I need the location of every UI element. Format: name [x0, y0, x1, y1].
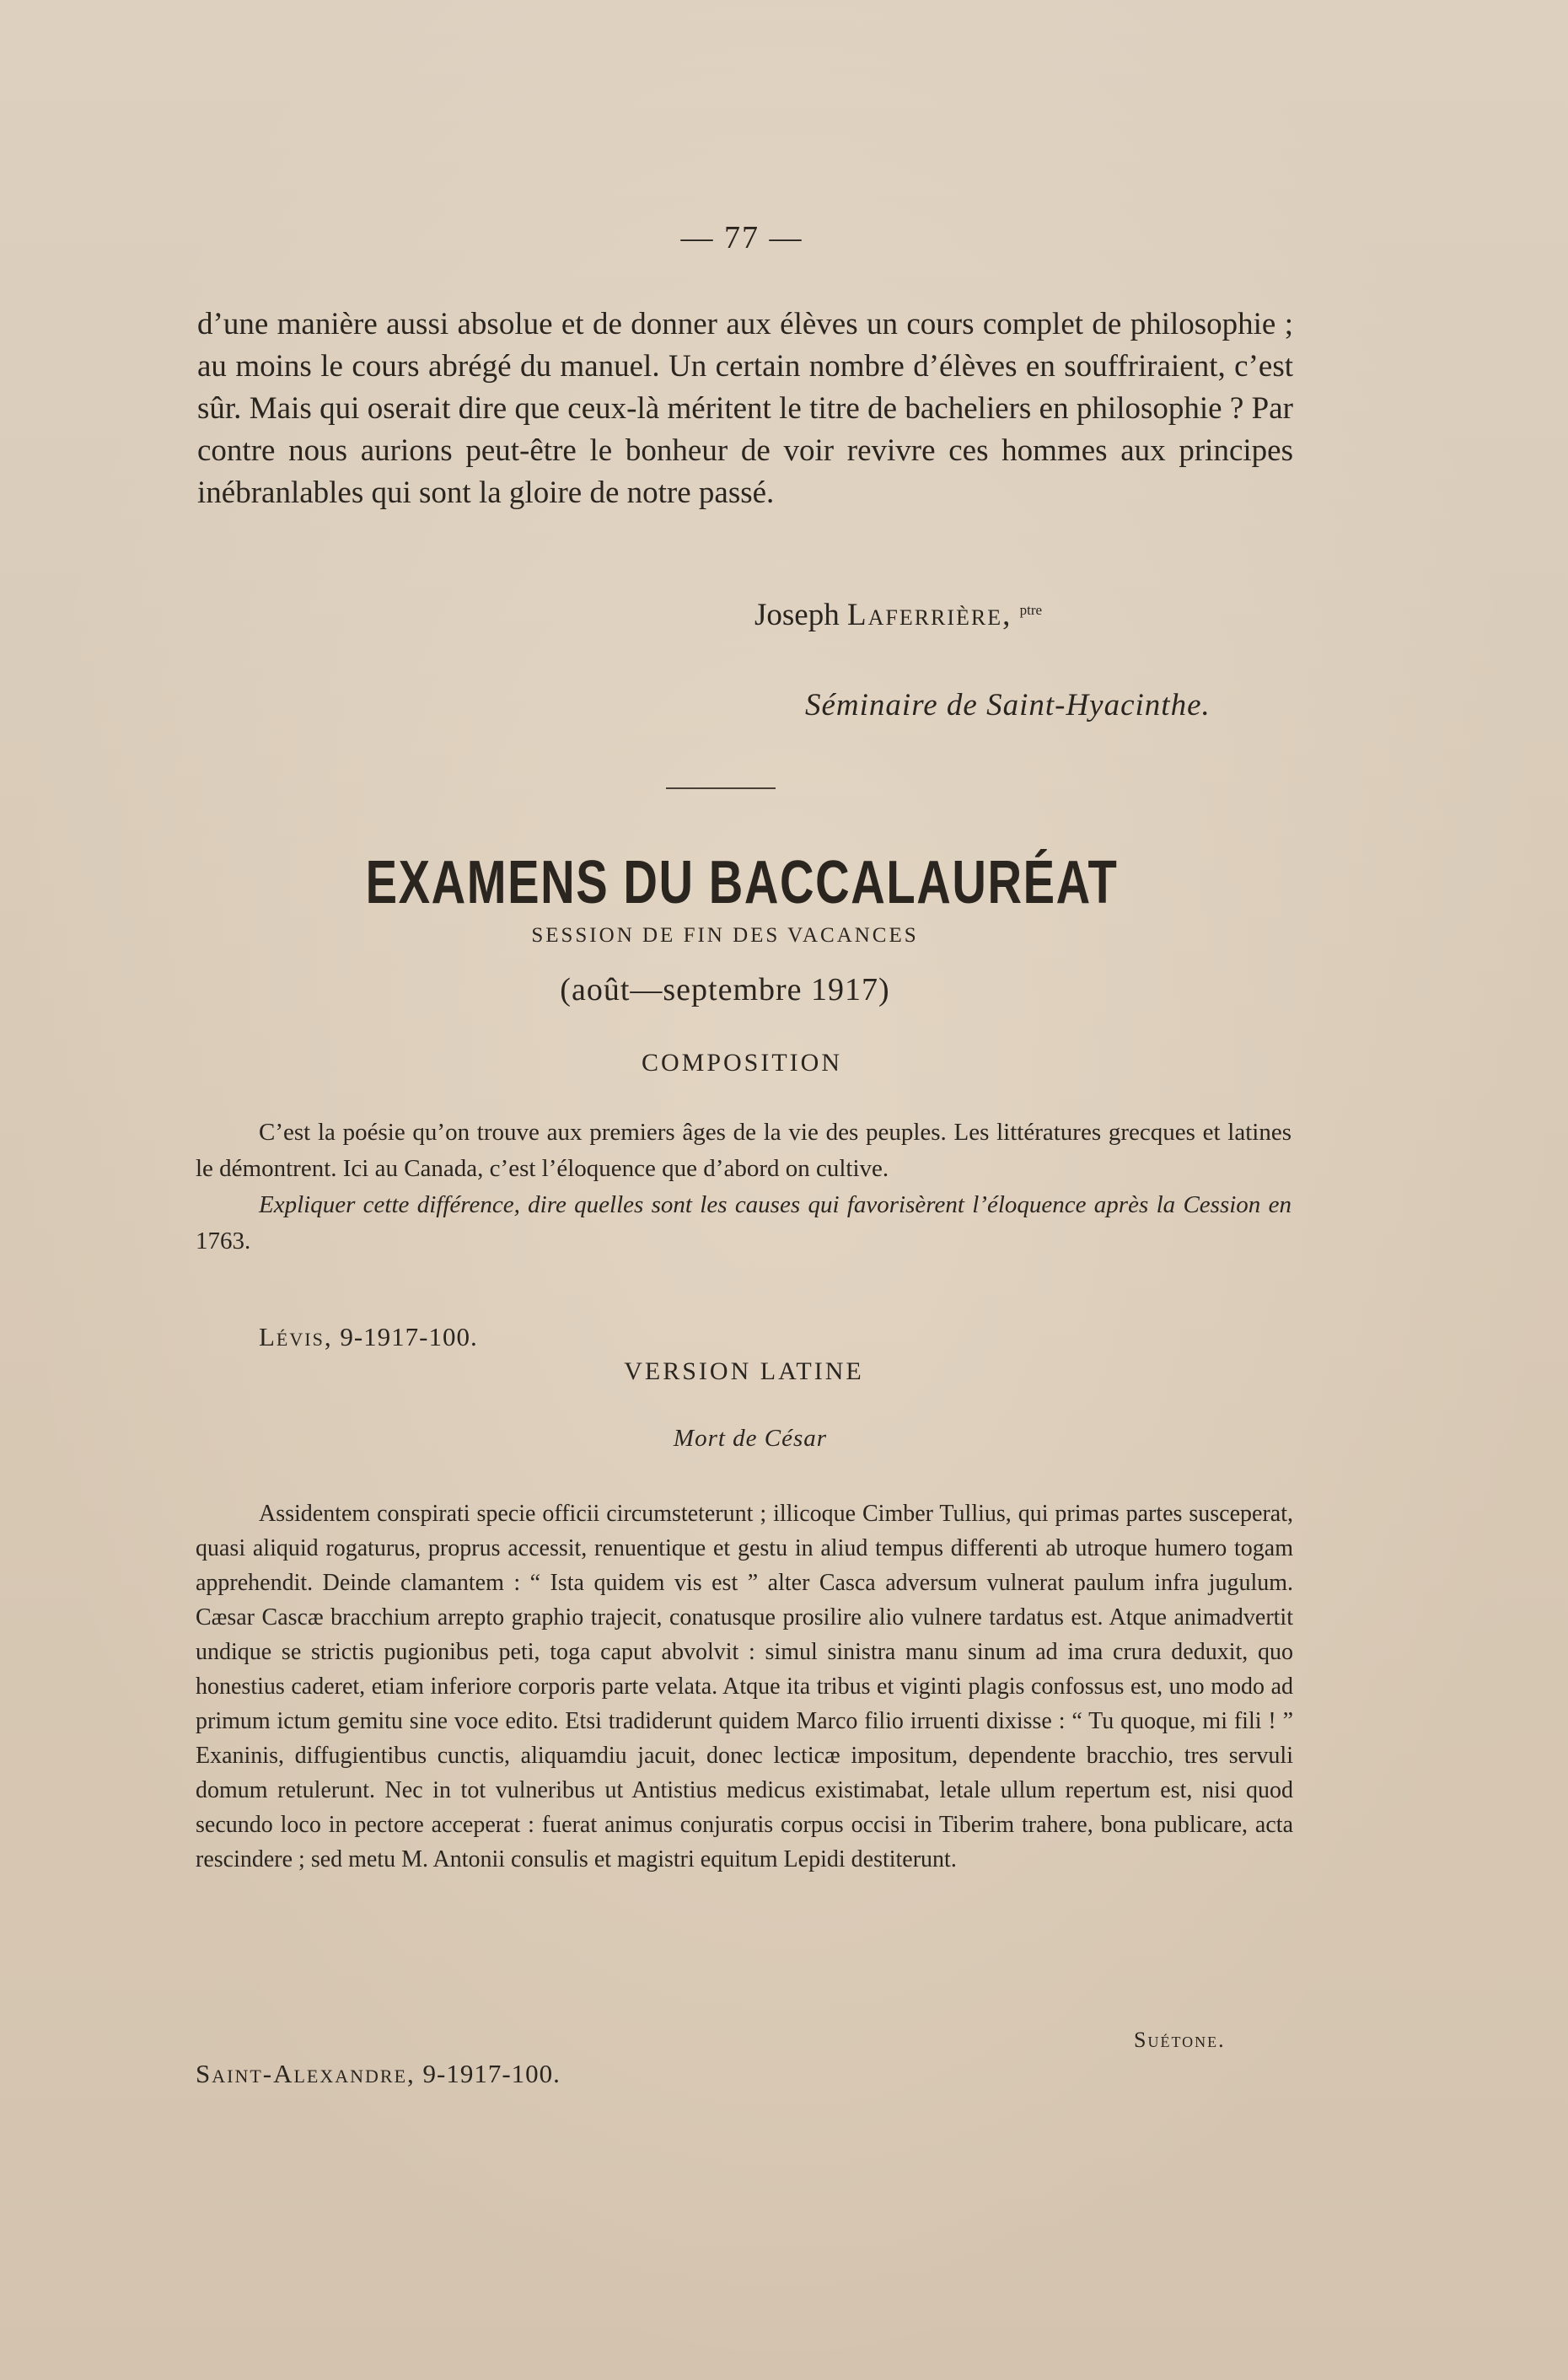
version-latine-heading: VERSION LATINE: [624, 1357, 864, 1385]
composition-question-year: 1763.: [196, 1228, 251, 1254]
exam-dates: (août—septembre 1917): [560, 972, 890, 1007]
version-latine-reference-place: Saint-Alexandre,: [196, 2059, 416, 2088]
version-latine-text: Assidentem conspirati specie officii circumsteterunt ; illicoque Cimber Tullius, qui primas partes susceperat, quasi aliquid rogaturus, proprus accessit, renuentique et gestu in aliud tempus differenti ab utroque humero togam apprehendit. Deinde clamantem : “ Ista quidem vis est ” alter Casca adversum vulnerat paulum infra jugulum. Cæsar Cascæ bracchium arrepto graphio trajecit, conatusque prosilire alio vulnere tardatus est. Atque animadvertit undique se strictis pugionibus peti, toga caput abvolvit : simul sinistra manu sinum ad ima crura deduxit, quo honestius caderet, etiam inferiore corporis parte velata. Atque ita tribus et viginti plagis confossus est, uno modo ad primum ictum gemitu sine voce edito. Etsi tradiderunt quidem Marco filio irruenti dixisse : “ Tu quoque, mi fili ! ” Exaninis, diffugientibus cunctis, aliquamdiu jacuit, donec lecticæ impositum, dependente bracchio, tres servuli domum retulerunt. Nec in tot vulneribus ut Antistius medicus existimabat, letale ullum repertum est, nisi quod secundo loco in pectore acceperat : fuerat animus conjuratis corpus occisi in Tiberim trahere, bona publicare, acta rescindere ; sed metu M. Antonii consulis et magistri equitum Lepidi destiterunt.: [196, 1501, 1293, 1872]
version-latine-reference-code: 9-1917-100.: [422, 2059, 561, 2088]
page-number: — 77 —: [680, 220, 803, 255]
signature-name: [754, 597, 1042, 633]
version-latine-reference: [196, 2059, 561, 2089]
composition-heading: COMPOSITION: [641, 1049, 843, 1077]
composition-body: [196, 1115, 1291, 1260]
signature-last-name: Laferrière,: [846, 598, 1012, 632]
signature-title: ptre: [1019, 602, 1043, 618]
composition-reference: [259, 1322, 478, 1352]
section-divider: [666, 787, 776, 789]
exam-session: SESSION DE FIN DES VACANCES: [531, 924, 919, 947]
exam-title: EXAMENS DU BACCALAURÉAT: [365, 849, 1119, 916]
intro-paragraph: d’une manière aussi absolue et de donner aux élèves un cours complet de philosophie ; au moins le cours abrégé du manuel. Un certain nombre d’élèves en souffriraient, c’est sûr. Mais qui oserait dire que ceux-là méritent le titre de bacheliers en philosophie ? Par contre nous aurions peut-être le bonheur de voir revivre ces hommes aux principes inébranlables qui sont la gloire de notre passé.: [197, 307, 1293, 510]
composition-reference-code: 9-1917-100.: [340, 1322, 478, 1351]
composition-statement: C’est la poésie qu’on trouve aux premiers âges de la vie des peuples. Les littératures grecques et latines le démontrent. Ici au Canada, c’est l’éloquence que d’abord on cultive.: [196, 1119, 1291, 1182]
composition-question: [196, 1187, 1291, 1260]
signature-place: Séminaire de Saint-Hyacinthe.: [805, 688, 1211, 723]
composition-reference-place: Lévis,: [259, 1322, 333, 1351]
version-latine-author: [1134, 2028, 1226, 2053]
version-latine-subtitle: Mort de César: [673, 1425, 828, 1452]
author-name: Suétone.: [1134, 2028, 1226, 2052]
signature-first-name: Joseph: [754, 598, 840, 632]
composition-question-text: Expliquer cette différence, dire quelles sont les causes qui favorisèrent l’éloquence après la Cession en: [259, 1191, 1291, 1218]
